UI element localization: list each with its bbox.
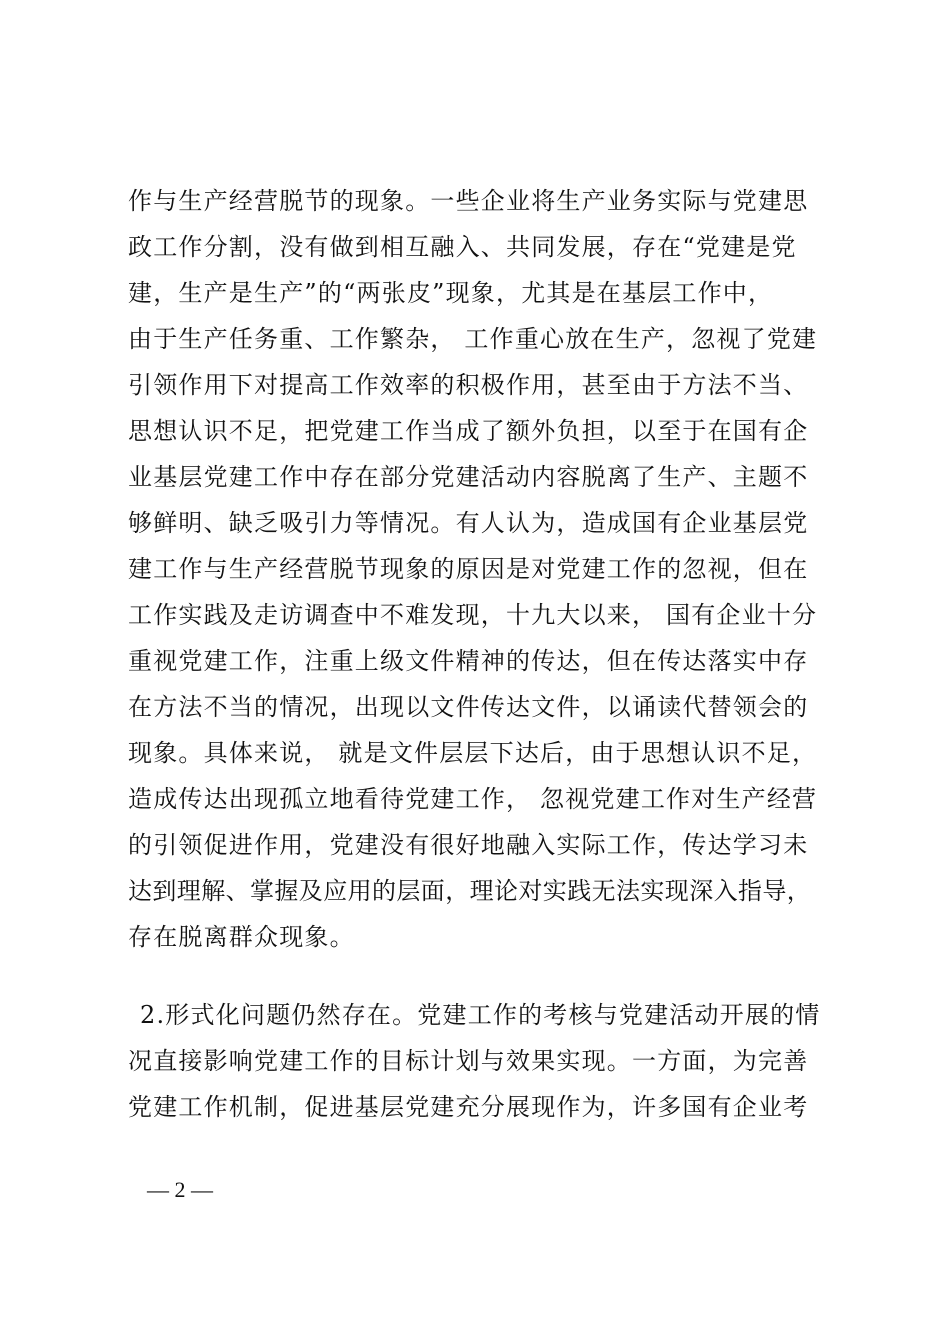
paragraph-1-line-7: 业基层党建工作中存在部分党建活动内容脱离了生产、主题不: [128, 463, 809, 491]
paragraph-2-line-3: 党建工作机制，促进基层党建充分展现作为，许多国有企业考: [128, 1093, 809, 1121]
paragraph-1-line-15: 的引领促进作用，党建没有很好地融入实际工作，传达学习未: [128, 831, 809, 859]
paragraph-1-line-6: 思想认识不足，把党建工作当成了额外负担，以至于在国有企: [128, 417, 809, 445]
paragraph-2-line-2: 况直接影响党建工作的目标计划与效果实现。一方面，为完善: [128, 1047, 809, 1075]
paragraph-1-line-17: 存在脱离群众现象。: [128, 923, 355, 951]
paragraph-2-line-1: 2.形式化问题仍然存在。党建工作的考核与党建活动开展的情: [140, 1001, 821, 1029]
paragraph-1-line-3: 建，生产是生产”的“两张皮”现象，尤其是在基层工作中，: [128, 279, 774, 307]
paragraph-1-line-12: 在方法不当的情况，出现以文件传达文件，以诵读代替领会的: [128, 693, 809, 721]
paragraph-1-line-8: 够鲜明、缺乏吸引力等情况。有人认为，造成国有企业基层党: [128, 509, 809, 537]
paragraph-1-line-11: 重视党建工作，注重上级文件精神的传达，但在传达落实中存: [128, 647, 809, 675]
page-number: — 2 —: [147, 1177, 213, 1202]
paragraph-1-line-4: 由于生产任务重、工作繁杂， 工作重心放在生产，忽视了党建: [128, 325, 818, 353]
paragraph-1-line-1: 作与生产经营脱节的现象。一些企业将生产业务实际与党建思: [128, 187, 809, 215]
paragraph-1-line-13: 现象。具体来说， 就是文件层层下达后，由于思想认识不足，: [128, 739, 818, 767]
paragraph-1-line-10: 工作实践及走访调查中不难发现，十九大以来， 国有企业十分: [128, 601, 818, 629]
paragraph-1-line-5: 引领作用下对提高工作效率的积极作用，甚至由于方法不当、: [128, 371, 809, 399]
paragraph-1-line-9: 建工作与生产经营脱节现象的原因是对党建工作的忽视，但在: [128, 555, 809, 583]
paragraph-1-line-16: 达到理解、掌握及应用的层面，理论对实践无法实现深入指导，: [128, 877, 812, 905]
paragraph-1-line-14: 造成传达出现孤立地看待党建工作， 忽视党建工作对生产经营: [128, 785, 818, 813]
paragraph-1-line-2: 政工作分割，没有做到相互融入、共同发展，存在“党建是党: [128, 233, 797, 261]
